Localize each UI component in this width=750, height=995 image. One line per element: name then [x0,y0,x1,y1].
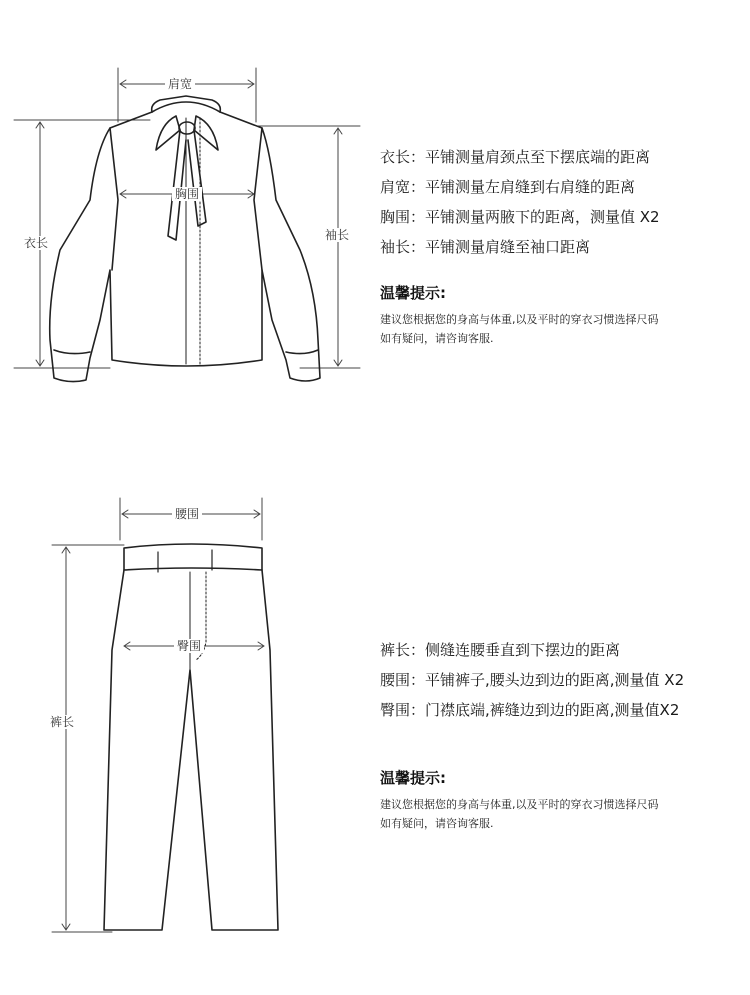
tip-title: 温馨提示: [380,284,446,302]
tip-line: 建议您根据您的身高与体重,以及平时的穿衣习惯选择尺码 [380,313,659,326]
note-chest: 胸围：平铺测量两腋下的距离，测量值 X2 [380,208,660,226]
tip-body [380,310,740,348]
blouse-dimension-lines [14,68,360,368]
trousers-notes [380,635,740,833]
note-waist: 腰围：平铺裤子,腰头边到边的距离,测量值 X2 [380,671,685,689]
trousers-panel [0,470,750,995]
note-hip: 臀围：门襟底端,裤缝边到边的距离,测量值X2 [380,701,680,719]
tip-body [380,795,740,833]
tip-line: 如有疑问，请咨询客服. [380,817,494,830]
note-pants-length: 裤长：侧缝连腰垂直到下摆边的距离 [380,641,621,659]
blouse-notes [380,142,740,348]
pants-length-label: 裤长 [47,715,77,729]
tip-line: 建议您根据您的身高与体重,以及平时的穿衣习惯选择尺码 [380,798,659,811]
note-body-length: 衣长：平铺测量肩颈点至下摆底端的距离 [380,148,651,166]
sleeve-length-label: 袖长 [322,228,352,242]
tip-line: 如有疑问，请咨询客服. [380,332,494,345]
body-length-label: 衣长 [21,236,51,250]
tip-title: 温馨提示: [380,769,446,787]
hip-label: 臀围 [174,639,204,653]
trousers-outline [104,544,278,930]
blouse-panel [0,0,750,420]
chest-label: 胸围 [172,187,202,201]
blouse-diagram [0,0,370,420]
waist-label: 腰围 [172,507,202,521]
note-sleeve-length: 袖长：平铺测量肩缝至袖口距离 [380,238,591,256]
note-shoulder-width: 肩宽：平铺测量左肩缝到右肩缝的距离 [380,178,636,196]
shoulder-width-label: 肩宽 [165,77,195,91]
trousers-diagram [0,470,370,995]
blouse-outline [50,96,320,382]
